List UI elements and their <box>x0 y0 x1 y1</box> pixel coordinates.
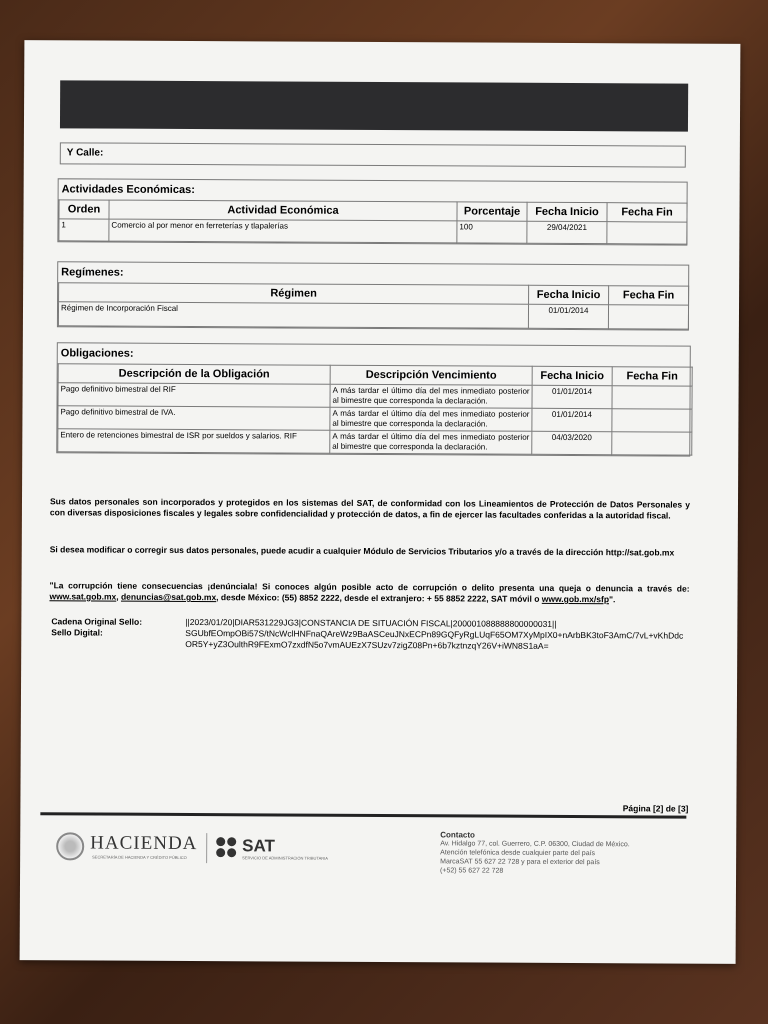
actividades-section <box>57 178 687 245</box>
cell: Pago definitivo bimestral de IVA. <box>58 406 330 430</box>
sello-label: Sello Digital: <box>51 627 103 638</box>
document-page <box>20 40 741 964</box>
col-header: Fecha Inicio <box>529 285 609 304</box>
table-row <box>58 429 692 455</box>
cell: A más tardar el último día del mes inmediato posterior al bimestre que corresponda la declaración. <box>330 384 532 408</box>
contact-block <box>440 830 680 876</box>
regimenes-title: Regímenes: <box>61 266 124 279</box>
y-calle-field: Y Calle: <box>60 142 686 167</box>
cell <box>612 409 692 432</box>
denuncias-email-link[interactable]: denuncias@sat.gob.mx <box>120 591 217 603</box>
col-header: Fecha Inicio <box>527 202 607 221</box>
page-number: Página [2] de [3] <box>622 803 689 814</box>
redacted-header-bar <box>60 80 688 131</box>
corruption-text-3: ". <box>608 594 616 605</box>
actividades-table <box>58 199 687 244</box>
col-header: Fecha Fin <box>609 286 689 305</box>
cell: Régimen de Incorporación Fiscal <box>58 302 528 328</box>
cell: 01/01/2014 <box>532 408 612 431</box>
corruption-text-2: , desde México: (55) 8852 2222, desde el extranjero: + 55 8852 2222, SAT móvil o <box>216 592 542 604</box>
table-row <box>58 406 692 432</box>
cell: 1 <box>59 219 109 241</box>
privacy-notice: Sus datos personales son incorporados y protegidos en los sistemas del SAT, de conformidad con los Lineamientos de Protección de Datos Personales y con diversas disposiciones fiscales y legales sobre confidencialidad y protección de datos, a fin de ejercer las facultades conferidas a la autoridad fiscal. <box>49 496 691 521</box>
col-header: Actividad Económica <box>109 200 457 221</box>
hacienda-subtitle: SECRETARÍA DE HACIENDA Y CRÉDITO PÚBLICO <box>92 854 187 860</box>
obligaciones-title: Obligaciones: <box>60 347 134 360</box>
footer-divider <box>40 812 686 818</box>
cell <box>612 386 692 409</box>
mexico-seal-icon <box>56 832 84 860</box>
cell: 01/01/2014 <box>532 385 612 408</box>
cell <box>612 432 692 455</box>
cell: A más tardar el último día del mes inmediato posterior al bimestre que corresponda la declaración. <box>330 407 532 431</box>
cell: Pago definitivo bimestral del RIF <box>58 383 330 407</box>
col-header: Descripción de la Obligación <box>58 364 330 384</box>
col-header: Fecha Inicio <box>532 366 612 385</box>
separator: , <box>116 591 122 602</box>
table-row <box>58 302 688 329</box>
regimenes-section <box>57 261 689 330</box>
col-header: Descripción Vencimiento <box>330 365 532 385</box>
cell: Entero de retenciones bimestral de ISR por sueldos y salarios. RIF <box>58 429 330 453</box>
table-row <box>58 383 692 409</box>
actividades-title: Actividades Económicas: <box>61 183 195 197</box>
sat-subtitle: SERVICIO DE ADMINISTRACIÓN TRIBUTARIA <box>242 855 328 861</box>
contact-title: Contacto <box>440 830 475 840</box>
sello-block <box>51 616 691 651</box>
col-header: Fecha Fin <box>612 367 692 386</box>
col-header: Porcentaje <box>457 202 527 221</box>
logo-divider <box>206 833 207 863</box>
sat-logo: SAT <box>242 836 275 856</box>
cell: 04/03/2020 <box>532 431 612 454</box>
obligaciones-table <box>57 363 692 455</box>
contact-line: (+52) 55 627 22 728 <box>440 867 504 875</box>
regimenes-table <box>58 282 689 329</box>
contact-line: Av. Hidalgo 77, col. Guerrero, C.P. 06300, Ciudad de México. <box>440 840 630 849</box>
corruption-text: "La corrupción tiene consecuencias ¡denúnciala! Si conoces algún posible acto de corrupción o delito presenta una queja o denuncia a través de: <box>49 580 690 594</box>
col-header: Orden <box>59 200 109 219</box>
sat-logo-icon <box>216 837 238 859</box>
sat-link[interactable]: www.sat.gob.mx <box>49 591 117 602</box>
cell: 29/04/2021 <box>527 221 607 243</box>
modify-notice: Si desea modificar o corregir sus datos personales, puede acudir a cualquier Módulo de Servicios Tributarios y/o a través de la dirección http://sat.gob.mx <box>49 544 675 558</box>
contact-line: MarcaSAT 55 627 22 728 y para el exterior del país <box>440 858 600 867</box>
cell <box>607 222 687 244</box>
sello-value: SGUbfEOmpOBi57S/tNcWclHNFnaQAreWz9BaASCeuJNxECPn89GQFyRgLUqF65OM7XyMpIX0+nArbBK3toF3AmC/7vL+vKhDdcOR5Y+yZ3OulthR9FExmO7zxdfN5o7vmAUEzX7SUzv7zigZ08Pn+6b7kztnzqY26V+iWN8S1aA= <box>185 627 684 651</box>
cell <box>608 305 688 329</box>
cadena-value: ||2023/01/20|DIAR531229JG3|CONSTANCIA DE SITUACIÓN FISCAL|200001088888800000031|| <box>185 616 557 629</box>
cell: 01/01/2014 <box>528 304 608 328</box>
hacienda-logo: HACIENDA <box>90 832 198 855</box>
cell: A más tardar el último día del mes inmediato posterior al bimestre que corresponda la declaración. <box>330 430 532 454</box>
table-row <box>59 219 687 244</box>
col-header: Régimen <box>59 283 529 304</box>
sfp-link[interactable]: www.gob.mx/sfp <box>541 593 610 605</box>
contact-line: Atención telefónica desde cualquier parte del país <box>440 849 596 858</box>
cell: 100 <box>457 221 527 243</box>
cell: Comercio al por menor en ferreterías y tlapalerías <box>109 219 457 243</box>
col-header: Fecha Fin <box>607 203 687 222</box>
obligaciones-section <box>56 342 691 456</box>
cadena-label: Cadena Original Sello: <box>51 616 143 627</box>
corruption-notice <box>49 580 689 605</box>
